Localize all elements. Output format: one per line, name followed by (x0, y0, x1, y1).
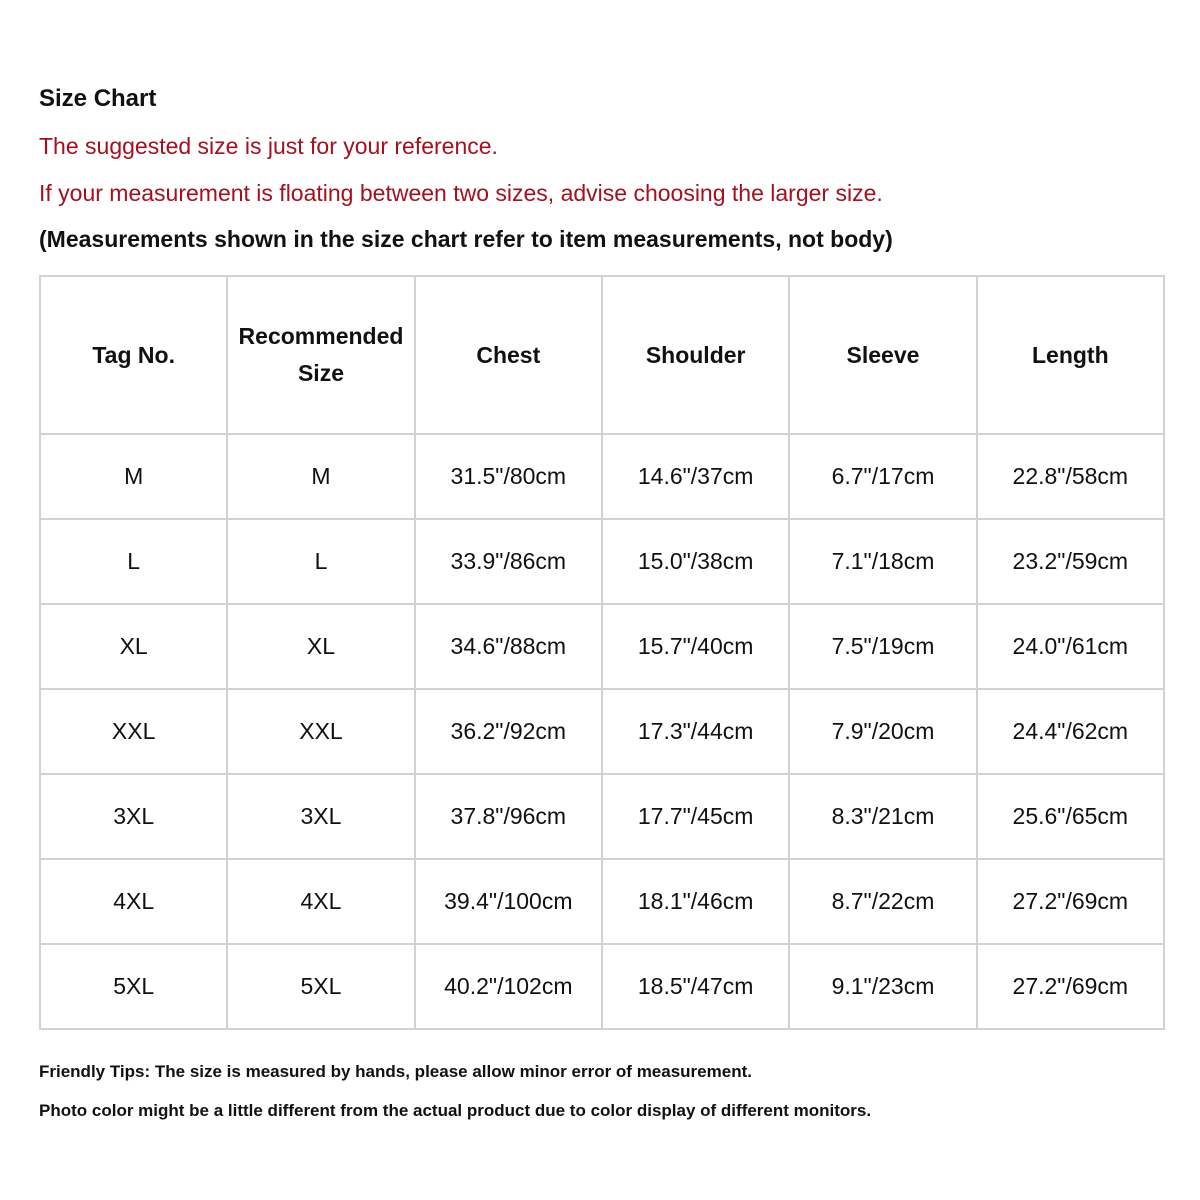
column-header (40, 276, 227, 434)
table-cell: 23.2"/59cm (977, 519, 1164, 604)
table-row (40, 859, 1164, 944)
column-header (789, 276, 976, 434)
table-row (40, 434, 1164, 519)
table-cell: 14.6"/37cm (602, 434, 789, 519)
table-cell: XXL (40, 689, 227, 774)
table-cell: 7.9"/20cm (789, 689, 976, 774)
table-cell: 27.2"/69cm (977, 944, 1164, 1029)
table-cell: 39.4"/100cm (415, 859, 602, 944)
notice-line: If your measurement is floating between two sizes, advise choosing the larger size. (39, 180, 883, 206)
table-cell: 17.7"/45cm (602, 774, 789, 859)
column-header-label: Tag No. (92, 341, 175, 368)
table-cell: 27.2"/69cm (977, 859, 1164, 944)
table-row (40, 604, 1164, 689)
column-header-label: Sleeve (846, 341, 920, 368)
size-chart-table (39, 275, 1165, 1030)
table-row (40, 774, 1164, 859)
table-cell: 33.9"/86cm (415, 519, 602, 604)
table-cell: L (40, 519, 227, 604)
table-cell: 17.3"/44cm (602, 689, 789, 774)
table-cell: XL (40, 604, 227, 689)
table-cell: 18.5"/47cm (602, 944, 789, 1029)
table-cell: 40.2"/102cm (415, 944, 602, 1029)
table-cell: 9.1"/23cm (789, 944, 976, 1029)
table-cell: 24.0"/61cm (977, 604, 1164, 689)
table-cell: XL (227, 604, 414, 689)
table-cell: 5XL (40, 944, 227, 1029)
table-row (40, 944, 1164, 1029)
table-cell: L (227, 519, 414, 604)
table-cell: 37.8"/96cm (415, 774, 602, 859)
table-cell: 4XL (40, 859, 227, 944)
table-cell: 36.2"/92cm (415, 689, 602, 774)
tip-line: Photo color might be a little different from the actual product due to color display of different monitors. (39, 1101, 872, 1120)
tip-line: Friendly Tips: The size is measured by hands, please allow minor error of measurement. (39, 1062, 752, 1081)
table-cell: 6.7"/17cm (789, 434, 976, 519)
column-header (227, 276, 414, 434)
table-cell: 22.8"/58cm (977, 434, 1164, 519)
column-header (602, 276, 789, 434)
column-header (977, 276, 1164, 434)
measurement-note: (Measurements shown in the size chart refer to item measurements, not body) (39, 226, 893, 252)
notice-line: The suggested size is just for your reference. (39, 133, 498, 159)
table-row (40, 519, 1164, 604)
column-header-label: Length (1031, 341, 1109, 368)
table-cell: 7.5"/19cm (789, 604, 976, 689)
table-row (40, 689, 1164, 774)
header-row (40, 276, 1164, 434)
table-cell: 34.6"/88cm (415, 604, 602, 689)
table-cell: 15.7"/40cm (602, 604, 789, 689)
column-header-label: Chest (476, 341, 541, 368)
table-cell: 24.4"/62cm (977, 689, 1164, 774)
table-cell: M (227, 434, 414, 519)
table-cell: 5XL (227, 944, 414, 1029)
table-cell: 25.6"/65cm (977, 774, 1164, 859)
column-header-label: Shoulder (645, 341, 746, 368)
table-cell: 8.7"/22cm (789, 859, 976, 944)
table-cell: XXL (227, 689, 414, 774)
column-header (415, 276, 602, 434)
page-title: Size Chart (39, 85, 157, 112)
table-cell: 3XL (40, 774, 227, 859)
column-header-label: Recommended Size (238, 323, 404, 386)
table-cell: 4XL (227, 859, 414, 944)
table-cell: 3XL (227, 774, 414, 859)
table-cell: 15.0"/38cm (602, 519, 789, 604)
table-cell: 7.1"/18cm (789, 519, 976, 604)
table-cell: 18.1"/46cm (602, 859, 789, 944)
table-cell: 31.5"/80cm (415, 434, 602, 519)
table-cell: M (40, 434, 227, 519)
table-cell: 8.3"/21cm (789, 774, 976, 859)
